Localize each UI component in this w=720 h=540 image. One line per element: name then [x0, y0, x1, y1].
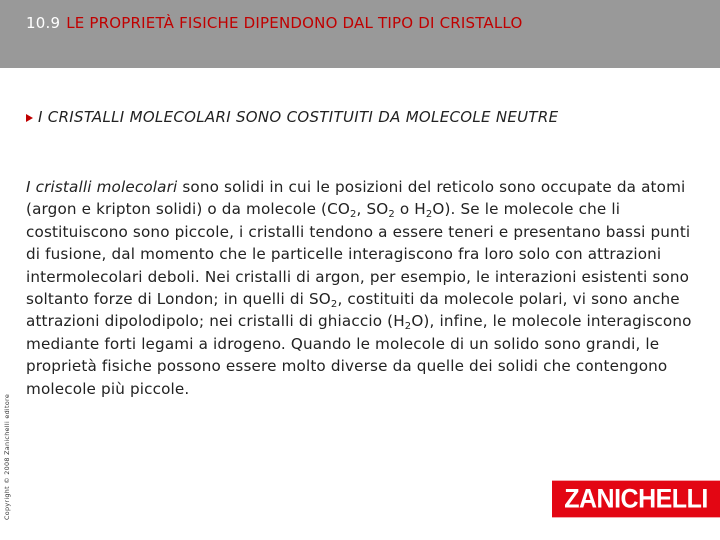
text-segment: o H [394, 200, 426, 219]
slide-title [26, 14, 522, 32]
title-text: LE PROPRIETÀ FISICHE DIPENDONO DAL TIPO DI CRISTALLO [66, 14, 523, 32]
body-paragraph [26, 176, 698, 400]
text-segment: O). Se le molecole che li costituiscono sono piccole, i cristalli tendono a essere teneri e presentano bassi punti di fusione, dal momento che le particelle interagiscono fra loro solo con attrazioni intermolecolari deboli. Nei cristalli di argon, per esempio, le interazioni esistenti sono soltanto forze di London; in quelli di SO [26, 200, 691, 309]
text-segment: sono solidi in cui le posizioni del reticolo sono occupate da atomi (argon e kripton solidi) o da molecole (CO [26, 178, 686, 219]
subscript: 2 [349, 209, 357, 221]
publisher-logo: ZANICHELLI [552, 481, 720, 518]
subtitle [26, 106, 686, 128]
subscript: 2 [404, 321, 412, 333]
text-segment: , costituiti da molecole polari, vi sono anche attrazioni dipolodipolo; nei cristalli di ghiaccio (H [26, 290, 680, 331]
subscript: 2 [425, 209, 433, 221]
text-segment: O), infine, le molecole interagiscono mediante forti legami a idrogeno. Quando le molecole di un solido sono grandi, le proprietà fisiche possono essere molto diverse da quelle dei solidi che contengono molecole più piccole. [26, 312, 692, 398]
copyright-notice: Copyright © 2008 Zanichelli editore [3, 393, 11, 520]
section-number: 10.9 [26, 14, 61, 32]
triangle-bullet-icon [26, 114, 33, 122]
subscript: 2 [388, 209, 395, 221]
text-segment: , SO [356, 200, 389, 219]
subtitle-text: I CRISTALLI MOLECOLARI SONO COSTITUITI DA MOLECOLE NEUTRE [38, 108, 559, 126]
subscript: 2 [330, 299, 338, 311]
lead-term: I cristalli molecolari [26, 178, 178, 196]
header-bar [0, 0, 720, 68]
